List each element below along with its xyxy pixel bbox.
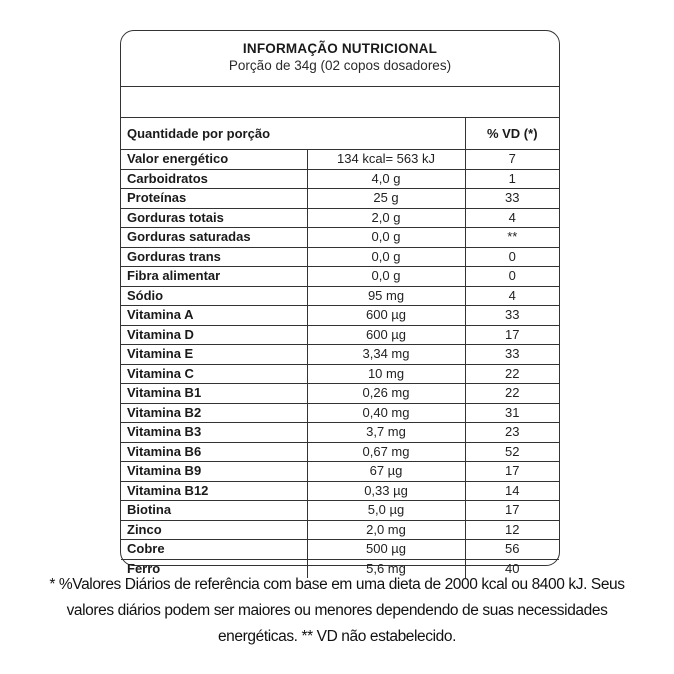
table-row bbox=[121, 267, 559, 287]
nutrient-amount: 600 µg bbox=[307, 306, 465, 326]
nutrient-amount: 134 kcal= 563 kJ bbox=[307, 150, 465, 170]
nutrient-name: Ferro bbox=[127, 560, 161, 576]
nutrient-name: Vitamina B1 bbox=[121, 384, 307, 404]
header-spacer bbox=[121, 87, 559, 117]
nutrient-vd: 56 bbox=[465, 540, 559, 560]
nutrient-name: Gorduras trans bbox=[121, 247, 307, 267]
nutrient-vd: 0 bbox=[465, 247, 559, 267]
nutrient-name: Vitamina B2 bbox=[121, 403, 307, 423]
table-row bbox=[121, 150, 559, 170]
nutrient-amount: 25 g bbox=[307, 189, 465, 209]
nutrient-name: Sódio bbox=[121, 286, 307, 306]
nutrient-vd: 31 bbox=[465, 403, 559, 423]
portion-subtitle: Porção de 34g (02 copos dosadores) bbox=[228, 58, 452, 73]
table-row bbox=[121, 208, 559, 228]
table-row bbox=[121, 325, 559, 345]
nutrient-name: Biotina bbox=[121, 501, 307, 521]
table-row bbox=[121, 247, 559, 267]
nutrient-name: Vitamina E bbox=[121, 345, 307, 365]
nutrient-vd: 23 bbox=[465, 423, 559, 443]
nutrition-title: INFORMAÇÃO NUTRICIONAL bbox=[242, 41, 438, 56]
nutrient-amount: 0,33 µg bbox=[307, 481, 465, 501]
nutrient-amount: 5,0 µg bbox=[307, 501, 465, 521]
nutrient-amount: 2,0 g bbox=[307, 208, 465, 228]
nutrient-name: Valor energético bbox=[121, 150, 307, 170]
table-row bbox=[121, 442, 559, 462]
table-row bbox=[121, 306, 559, 326]
nutrient-vd: 33 bbox=[465, 189, 559, 209]
nutrient-amount: 2,0 mg bbox=[307, 520, 465, 540]
nutrient-name: Vitamina C bbox=[121, 364, 307, 384]
table-row bbox=[121, 540, 559, 560]
nutrient-name: Cobre bbox=[121, 540, 307, 560]
nutrient-amount: 0,26 mg bbox=[307, 384, 465, 404]
table-row bbox=[121, 481, 559, 501]
table-row bbox=[121, 384, 559, 404]
nutrient-vd: 14 bbox=[465, 481, 559, 501]
table-header-row bbox=[121, 118, 559, 150]
nutrient-amount: 0,40 mg bbox=[307, 403, 465, 423]
nutrient-amount: 3,34 mg bbox=[307, 345, 465, 365]
table-row bbox=[121, 501, 559, 521]
nutrition-table bbox=[121, 117, 559, 578]
footnote-line-2: valores diários podem ser maiores ou menores dependendo de suas necessidades bbox=[66, 602, 608, 619]
nutrient-name: Vitamina B6 bbox=[121, 442, 307, 462]
nutrient-amount: 67 µg bbox=[307, 462, 465, 482]
table-row bbox=[121, 228, 559, 248]
nutrient-name: Proteínas bbox=[121, 189, 307, 209]
table-row bbox=[121, 169, 559, 189]
nutrient-vd: 33 bbox=[465, 345, 559, 365]
nutrient-amount: 0,0 g bbox=[307, 247, 465, 267]
nutrition-facts-panel bbox=[120, 30, 560, 576]
nutrient-name: Gorduras saturadas bbox=[121, 228, 307, 248]
nutrient-name: Gorduras totais bbox=[121, 208, 307, 228]
nutrient-amount: 3,7 mg bbox=[307, 423, 465, 443]
nutrient-amount: 5,6 mg bbox=[307, 559, 465, 578]
footnote-line-3: energéticas. ** VD não estabelecido. bbox=[217, 628, 457, 645]
table-row bbox=[121, 286, 559, 306]
nutrient-vd: 22 bbox=[465, 364, 559, 384]
nutrient-name: Zinco bbox=[121, 520, 307, 540]
nutrient-vd: 33 bbox=[465, 306, 559, 326]
nutrient-name: Fibra alimentar bbox=[121, 267, 307, 287]
nutrient-vd: 17 bbox=[465, 462, 559, 482]
nutrient-name: Carboidratos bbox=[121, 169, 307, 189]
table-row bbox=[121, 403, 559, 423]
footnote-line-1: * %Valores Diários de referência com base em uma dieta de 2000 kcal ou 8400 kJ. Seus bbox=[49, 576, 625, 593]
nutrient-name: Vitamina B12 bbox=[121, 481, 307, 501]
nutrient-name: Vitamina A bbox=[121, 306, 307, 326]
nutrient-amount: 500 µg bbox=[307, 540, 465, 560]
nutrient-vd: 12 bbox=[465, 520, 559, 540]
nutrient-vd: 22 bbox=[465, 384, 559, 404]
nutrient-amount: 0,0 g bbox=[307, 267, 465, 287]
nutrient-name: Vitamina D bbox=[121, 325, 307, 345]
col-header-vd: % VD (*) bbox=[465, 118, 559, 150]
nutrient-amount: 4,0 g bbox=[307, 169, 465, 189]
nutrient-amount: 10 mg bbox=[307, 364, 465, 384]
nutrient-amount: 95 mg bbox=[307, 286, 465, 306]
nutrient-vd: 40 bbox=[465, 559, 559, 578]
nutrient-amount: 600 µg bbox=[307, 325, 465, 345]
nutrient-vd: 4 bbox=[465, 286, 559, 306]
nutrient-name: Vitamina B3 bbox=[121, 423, 307, 443]
nutrition-header bbox=[121, 31, 559, 87]
nutrient-amount: 0,67 mg bbox=[307, 442, 465, 462]
table-row bbox=[121, 462, 559, 482]
nutrient-vd: 4 bbox=[465, 208, 559, 228]
table-row bbox=[121, 189, 559, 209]
nutrient-vd: 7 bbox=[465, 150, 559, 170]
table-row bbox=[121, 520, 559, 540]
col-header-portion: Quantidade por porção bbox=[121, 118, 465, 150]
table-row bbox=[121, 423, 559, 443]
table-row bbox=[121, 345, 559, 365]
table-row bbox=[121, 364, 559, 384]
nutrient-vd: 0 bbox=[465, 267, 559, 287]
nutrient-amount: 0,0 g bbox=[307, 228, 465, 248]
nutrient-vd: 17 bbox=[465, 325, 559, 345]
footnote bbox=[0, 572, 674, 650]
nutrient-name: Vitamina B9 bbox=[121, 462, 307, 482]
nutrient-vd: 52 bbox=[465, 442, 559, 462]
nutrient-vd: ** bbox=[465, 228, 559, 248]
nutrient-vd: 17 bbox=[465, 501, 559, 521]
nutrient-vd: 1 bbox=[465, 169, 559, 189]
